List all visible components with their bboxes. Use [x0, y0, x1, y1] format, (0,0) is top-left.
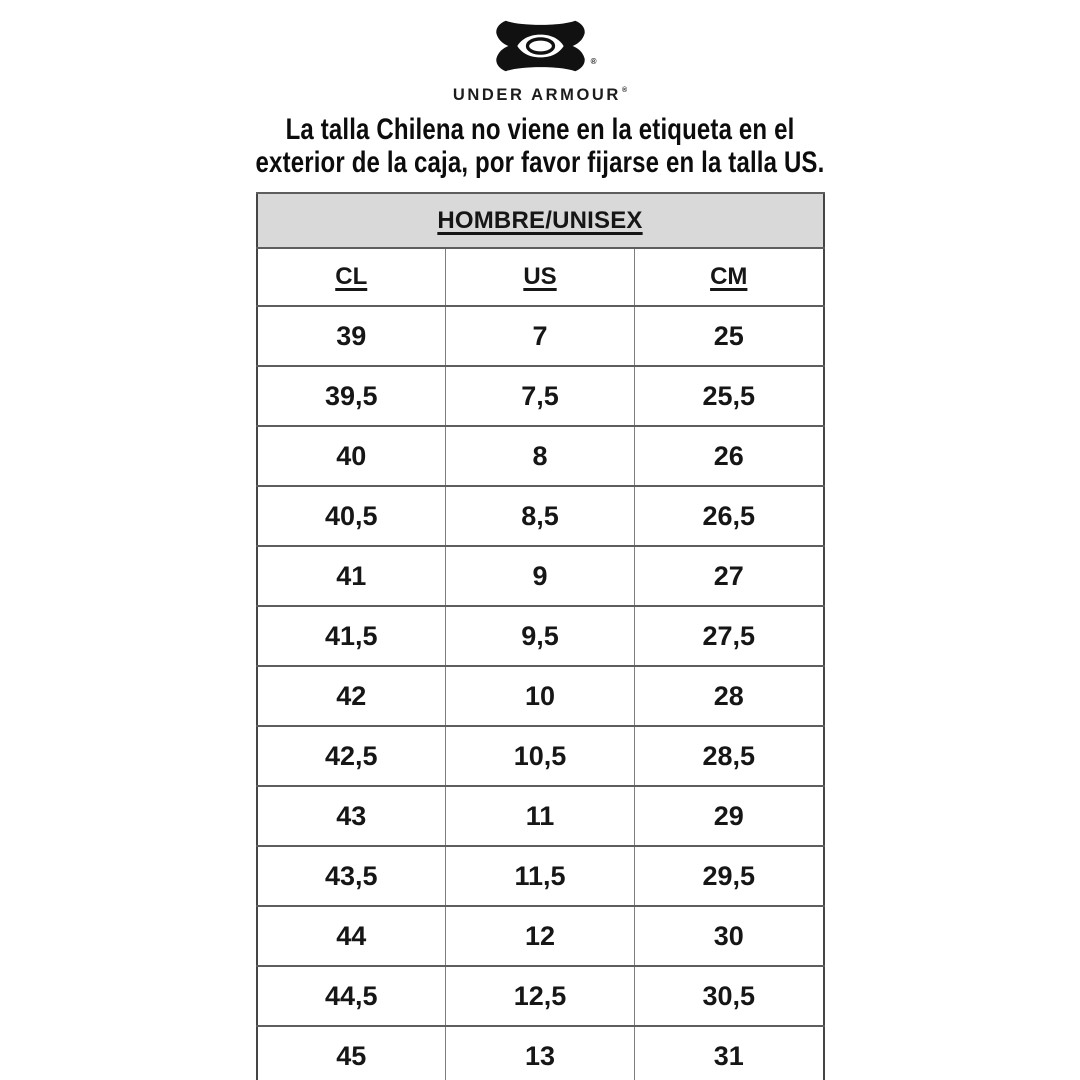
table-row [257, 366, 824, 426]
size-cell: 42,5 [257, 726, 446, 786]
size-cell: 31 [635, 1026, 824, 1080]
size-cell: 40 [257, 426, 446, 486]
table-row [257, 1026, 824, 1080]
under-armour-logo [493, 20, 597, 72]
size-cell: 27 [635, 546, 824, 606]
table-row [257, 606, 824, 666]
size-cell: 39 [257, 306, 446, 366]
size-cell: 26 [635, 426, 824, 486]
size-cell: 43 [257, 786, 446, 846]
size-cell: 7 [446, 306, 635, 366]
table-row [257, 846, 824, 906]
column-header-cm: CM [635, 248, 824, 306]
size-cell: 44,5 [257, 966, 446, 1026]
size-cell: 12 [446, 906, 635, 966]
size-cell: 29,5 [635, 846, 824, 906]
table-row [257, 786, 824, 846]
size-cell: 9 [446, 546, 635, 606]
size-cell: 25,5 [635, 366, 824, 426]
size-table-title: HOMBRE/UNISEX [257, 193, 824, 248]
table-row [257, 966, 824, 1026]
size-cell: 39,5 [257, 366, 446, 426]
size-cell: 26,5 [635, 486, 824, 546]
table-row [257, 906, 824, 966]
size-cell: 30,5 [635, 966, 824, 1026]
size-cell: 8 [446, 426, 635, 486]
notice-line-1: La talla Chilena no viene en la etiqueta en el [285, 113, 795, 146]
table-row [257, 546, 824, 606]
size-table [256, 192, 825, 1080]
size-notice [108, 113, 972, 179]
size-cell: 10,5 [446, 726, 635, 786]
table-row [257, 306, 824, 366]
size-cell: 12,5 [446, 966, 635, 1026]
size-cell: 44 [257, 906, 446, 966]
size-cell: 13 [446, 1026, 635, 1080]
table-row [257, 666, 824, 726]
size-cell: 28,5 [635, 726, 824, 786]
size-cell: 41 [257, 546, 446, 606]
size-cell: 28 [635, 666, 824, 726]
size-cell: 7,5 [446, 366, 635, 426]
size-cell: 30 [635, 906, 824, 966]
under-armour-logo-icon [493, 20, 588, 72]
size-cell: 11 [446, 786, 635, 846]
size-cell: 9,5 [446, 606, 635, 666]
registered-trademark-logo: ® [590, 57, 597, 66]
size-cell: 43,5 [257, 846, 446, 906]
size-cell: 27,5 [635, 606, 824, 666]
size-cell: 29 [635, 786, 824, 846]
size-cell: 40,5 [257, 486, 446, 546]
brand-header [0, 0, 1080, 104]
brand-wordmark-text: UNDER ARMOUR [452, 86, 621, 104]
brand-wordmark [0, 82, 1080, 104]
size-cell: 25 [635, 306, 824, 366]
column-header-cl: CL [257, 248, 446, 306]
column-header-us: US [446, 248, 635, 306]
size-cell: 11,5 [446, 846, 635, 906]
size-table-title-row [257, 193, 824, 248]
size-cell: 45 [257, 1026, 446, 1080]
notice-line-2: exterior de la caja, por favor fijarse en la talla US. [255, 146, 825, 179]
size-table-column-header-row [257, 248, 824, 306]
size-table-rows [257, 306, 824, 1080]
table-row [257, 726, 824, 786]
table-row [257, 426, 824, 486]
size-cell: 41,5 [257, 606, 446, 666]
size-cell: 8,5 [446, 486, 635, 546]
table-row [257, 486, 824, 546]
size-cell: 10 [446, 666, 635, 726]
size-cell: 42 [257, 666, 446, 726]
registered-trademark-wordmark: ® [621, 87, 628, 94]
